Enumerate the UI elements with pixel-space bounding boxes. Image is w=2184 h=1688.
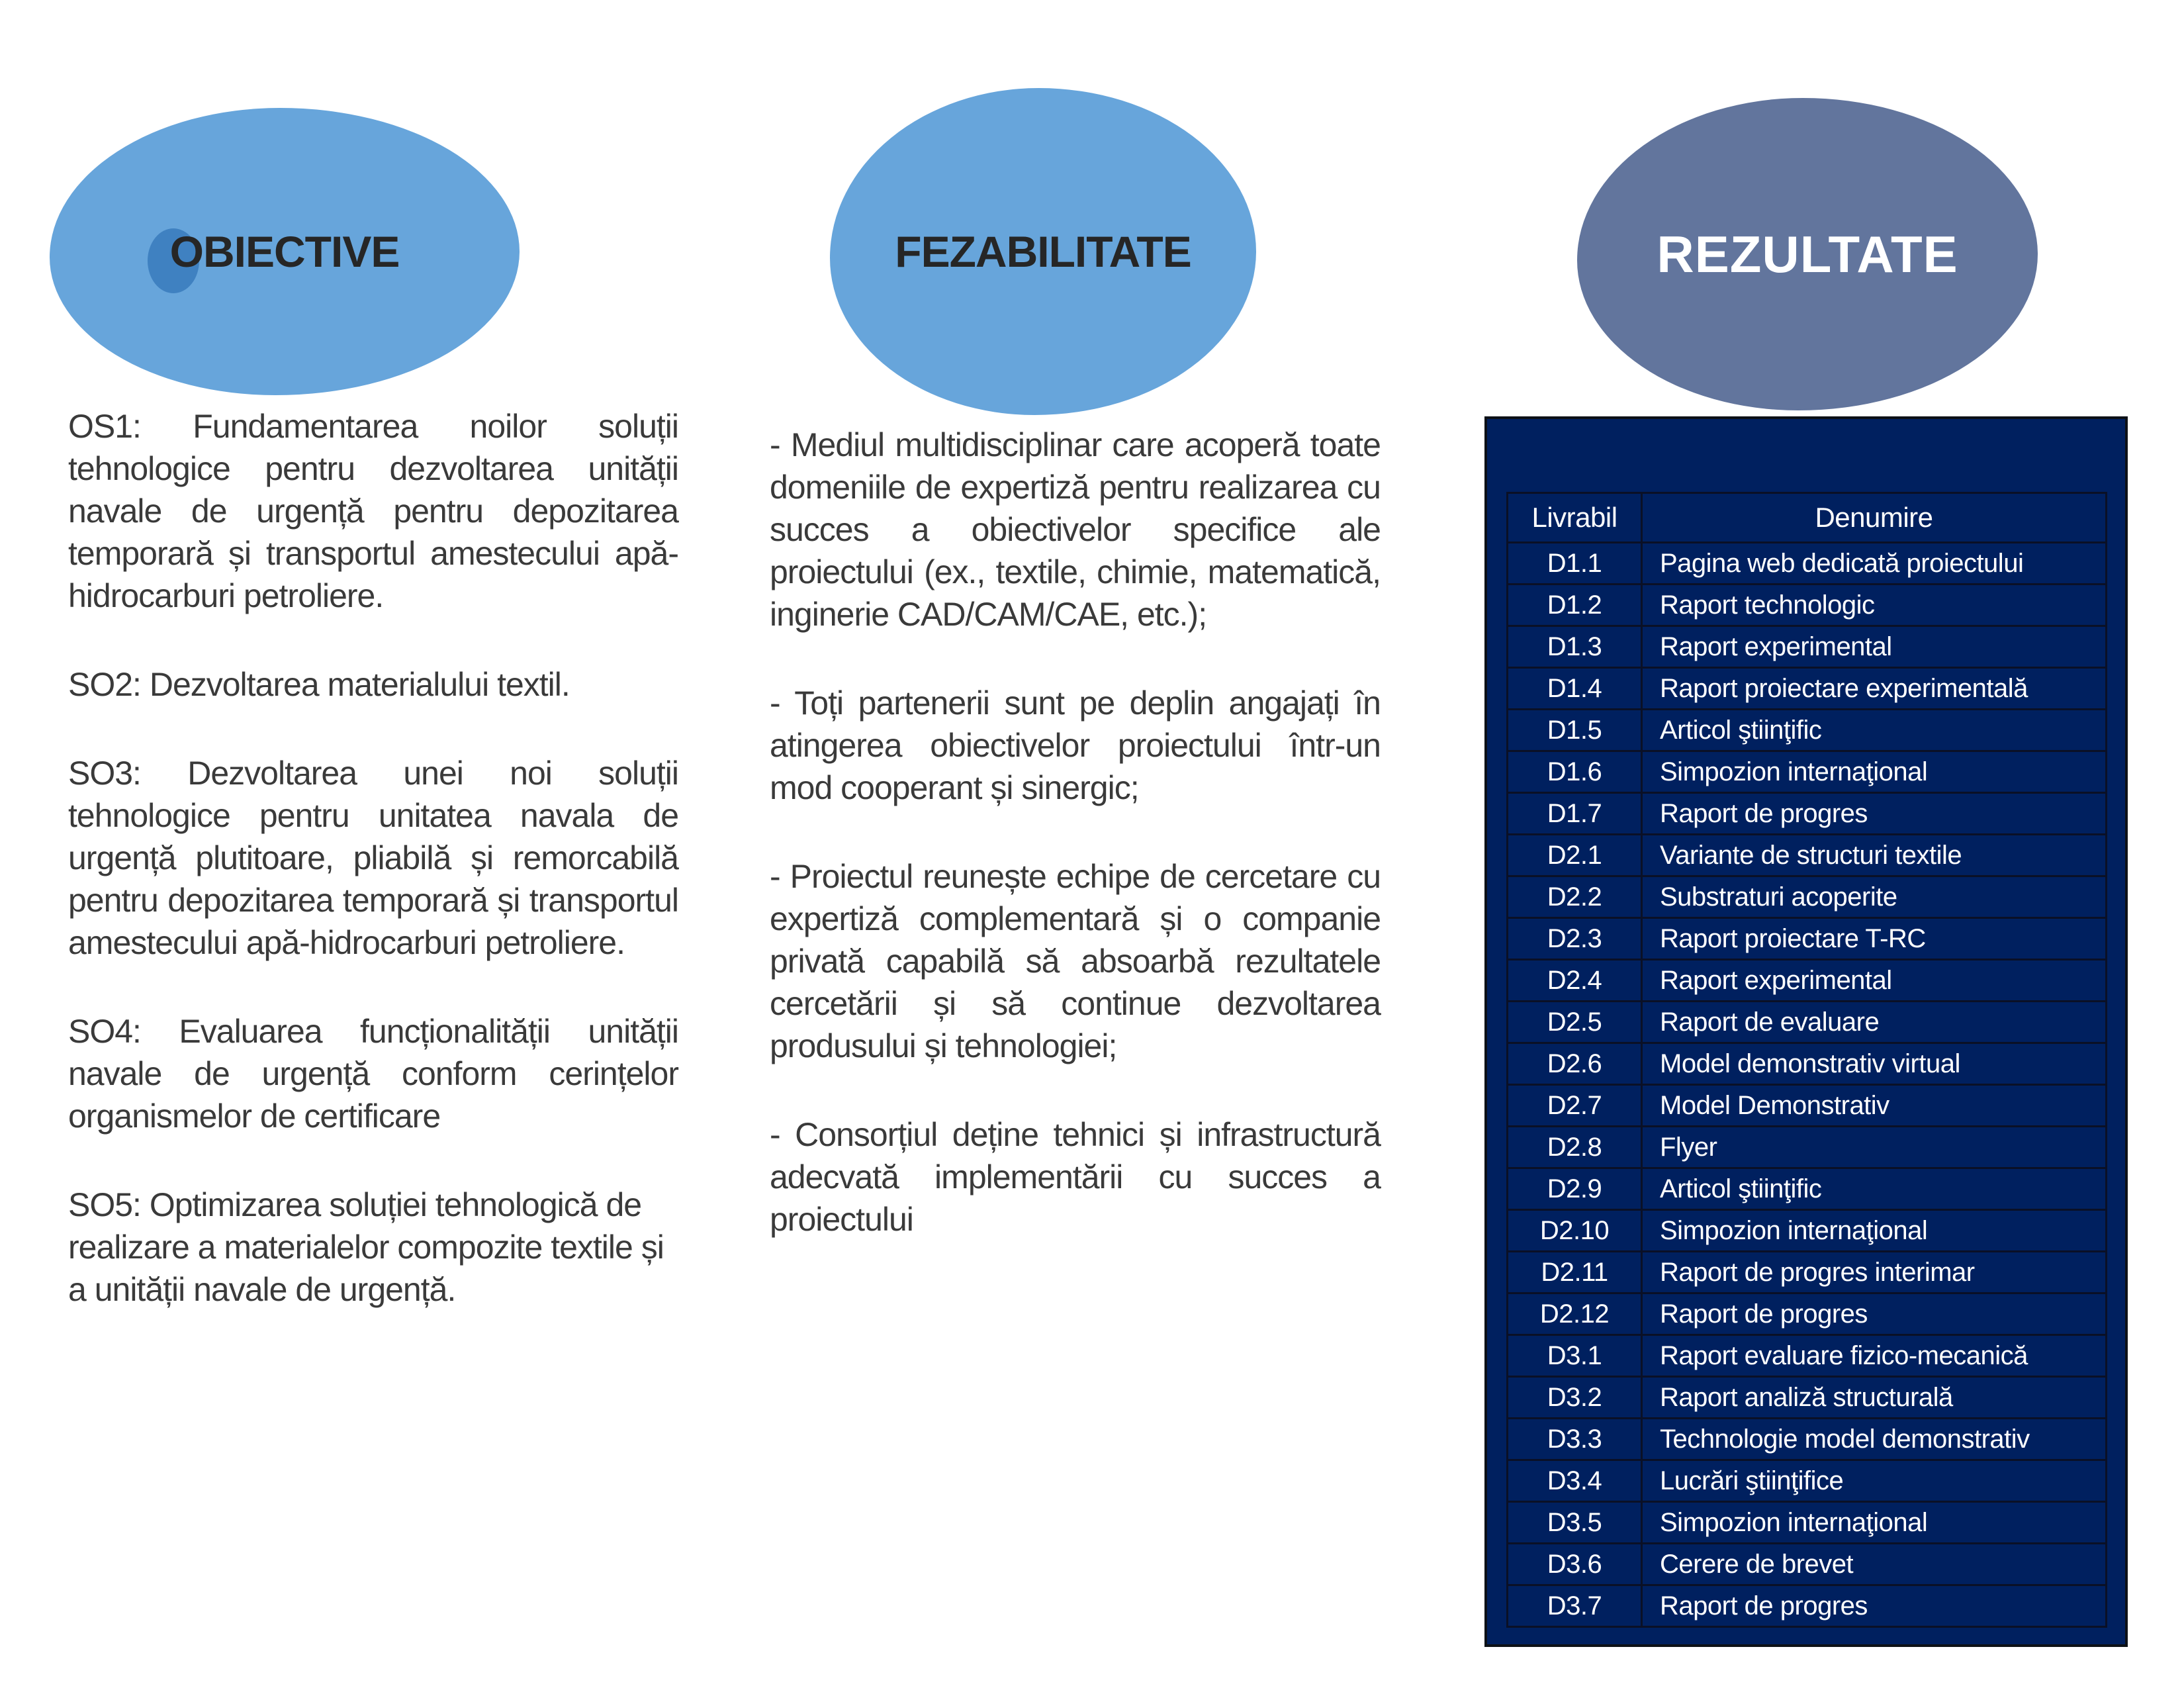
deliverable-name: Raport experimental [1642, 960, 2107, 1002]
objective-paragraph: SO5: Optimizarea soluției tehnologică de realizare a materialelor compozite textile și a unității navale de urgență. [68, 1186, 664, 1308]
objectives-text [68, 405, 678, 1357]
table-header-row [1508, 493, 2107, 543]
table-row [1508, 1210, 2107, 1252]
deliverables-table-body [1508, 543, 2107, 1627]
deliverable-name: Cerere de brevet [1642, 1544, 2107, 1585]
table-row [1508, 876, 2107, 918]
table-row [1508, 626, 2107, 668]
deliverable-id: D3.6 [1508, 1544, 1642, 1585]
feasibility-bubble [830, 88, 1256, 415]
deliverable-id: D2.10 [1508, 1210, 1642, 1252]
table-row [1508, 918, 2107, 960]
results-title: REZULTATE [1657, 224, 1958, 283]
deliverable-id: D3.3 [1508, 1419, 1642, 1460]
deliverable-name: Raport de progres [1642, 1293, 2107, 1335]
table-row [1508, 835, 2107, 876]
deliverable-name: Variante de structuri textile [1642, 835, 2107, 876]
table-row [1508, 751, 2107, 793]
objectives-title: OBIECTIVE [169, 227, 400, 276]
table-row [1508, 1377, 2107, 1419]
table-row [1508, 1127, 2107, 1168]
deliverable-name: Raport analiză structurală [1642, 1377, 2107, 1419]
feasibility-paragraph: - Proiectul reunește echipe de cercetare cu expertiză complementară și o companie privată capabilă să absoarbă rezultatele cercetării și să continue dezvoltarea produsului și tehnologiei; [770, 858, 1381, 1064]
deliverable-id: D3.7 [1508, 1585, 1642, 1627]
deliverable-name: Model demonstrativ virtual [1642, 1043, 2107, 1085]
deliverable-name: Raport technologic [1642, 585, 2107, 626]
table-row [1508, 1460, 2107, 1502]
objective-paragraph: SO3: Dezvoltarea unei noi soluții tehnologice pentru unitatea navala de urgență plutitoare, pliabilă și remorcabilă pentru depozitarea temporară și transportul amestecului apă-hidrocarburi petroliere. [68, 755, 678, 961]
deliverable-name: Simpozion internaţional [1642, 1502, 2107, 1544]
deliverables-table [1506, 492, 2107, 1628]
table-row [1508, 1085, 2107, 1127]
table-row [1508, 1544, 2107, 1585]
objectives-bubble [50, 108, 520, 395]
deliverable-id: D2.11 [1508, 1252, 1642, 1293]
deliverable-name: Model Demonstrativ [1642, 1085, 2107, 1127]
col-header-livrabil: Livrabil [1508, 493, 1642, 543]
deliverable-name: Substraturi acoperite [1642, 876, 2107, 918]
deliverable-id: D2.5 [1508, 1002, 1642, 1043]
deliverables-panel [1484, 416, 2128, 1647]
deliverable-id: D1.6 [1508, 751, 1642, 793]
deliverable-id: D2.12 [1508, 1293, 1642, 1335]
deliverable-id: D2.4 [1508, 960, 1642, 1002]
deliverable-name: Articol ştiinţific [1642, 710, 2107, 751]
feasibility-paragraph: - Consorțiul deține tehnici și infrastructură adecvată implementării cu succes a proiectului [770, 1116, 1381, 1238]
feasibility-text [770, 424, 1381, 1287]
deliverable-id: D2.2 [1508, 876, 1642, 918]
results-bubble [1577, 98, 2038, 410]
deliverable-id: D2.9 [1508, 1168, 1642, 1210]
deliverable-name: Simpozion internaţional [1642, 751, 2107, 793]
deliverable-id: D2.7 [1508, 1085, 1642, 1127]
objective-paragraph: SO2: Dezvoltarea materialului textil. [68, 666, 570, 703]
deliverable-id: D1.4 [1508, 668, 1642, 710]
deliverable-id: D2.8 [1508, 1127, 1642, 1168]
deliverable-name: Lucrări ştiinţifice [1642, 1460, 2107, 1502]
deliverable-name: Raport experimental [1642, 626, 2107, 668]
deliverable-id: D2.1 [1508, 835, 1642, 876]
col-header-denumire: Denumire [1642, 493, 2107, 543]
deliverable-id: D1.3 [1508, 626, 1642, 668]
objective-paragraph: SO4: Evaluarea funcționalității unității navale de urgență conform cerințelor organismelor de certificare [68, 1013, 678, 1135]
deliverable-id: D1.1 [1508, 543, 1642, 585]
deliverable-id: D2.6 [1508, 1043, 1642, 1085]
deliverable-name: Raport de evaluare [1642, 1002, 2107, 1043]
objective-paragraph: OS1: Fundamentarea noilor soluții tehnologice pentru dezvoltarea unității navale de urgență pentru depozitarea temporară și transportul amestecului apă-hidrocarburi petroliere. [68, 408, 678, 614]
table-row [1508, 585, 2107, 626]
table-row [1508, 1419, 2107, 1460]
table-row [1508, 1252, 2107, 1293]
deliverable-id: D1.5 [1508, 710, 1642, 751]
deliverable-id: D3.1 [1508, 1335, 1642, 1377]
deliverable-name: Raport proiectare experimentală [1642, 668, 2107, 710]
deliverable-name: Raport proiectare T-RC [1642, 918, 2107, 960]
deliverables-table-head [1508, 493, 2107, 543]
deliverable-name: Flyer [1642, 1127, 2107, 1168]
feasibility-paragraph: - Mediul multidisciplinar care acoperă toate domeniile de expertiză pentru realizarea cu succes a obiectivelor specifice ale proiectului (ex., textile, chimie, matematică, inginerie CAD/CAM/CAE, etc.); [770, 426, 1381, 633]
table-row [1508, 960, 2107, 1002]
table-row [1508, 543, 2107, 585]
deliverable-name: Technologie model demonstrativ [1642, 1419, 2107, 1460]
table-row [1508, 1168, 2107, 1210]
table-row [1508, 1002, 2107, 1043]
deliverable-name: Pagina web dedicată proiectului [1642, 543, 2107, 585]
deliverable-name: Articol ştiinţific [1642, 1168, 2107, 1210]
table-row [1508, 1585, 2107, 1627]
deliverable-id: D3.4 [1508, 1460, 1642, 1502]
deliverable-name: Simpozion internaţional [1642, 1210, 2107, 1252]
table-row [1508, 668, 2107, 710]
table-row [1508, 1335, 2107, 1377]
deliverable-id: D1.7 [1508, 793, 1642, 835]
deliverable-id: D3.5 [1508, 1502, 1642, 1544]
deliverable-id: D1.2 [1508, 585, 1642, 626]
table-row [1508, 710, 2107, 751]
deliverable-name: Raport de progres [1642, 1585, 2107, 1627]
deliverable-id: D3.2 [1508, 1377, 1642, 1419]
table-row [1508, 1043, 2107, 1085]
feasibility-paragraph: - Toți partenerii sunt pe deplin angajați în atingerea obiectivelor proiectului într-un mod cooperant și sinergic; [770, 684, 1381, 806]
table-row [1508, 793, 2107, 835]
deliverable-name: Raport de progres interimar [1642, 1252, 2107, 1293]
deliverable-name: Raport evaluare fizico-mecanică [1642, 1335, 2107, 1377]
feasibility-title: FEZABILITATE [895, 227, 1191, 276]
table-row [1508, 1502, 2107, 1544]
deliverable-id: D2.3 [1508, 918, 1642, 960]
deliverable-name: Raport de progres [1642, 793, 2107, 835]
table-row [1508, 1293, 2107, 1335]
